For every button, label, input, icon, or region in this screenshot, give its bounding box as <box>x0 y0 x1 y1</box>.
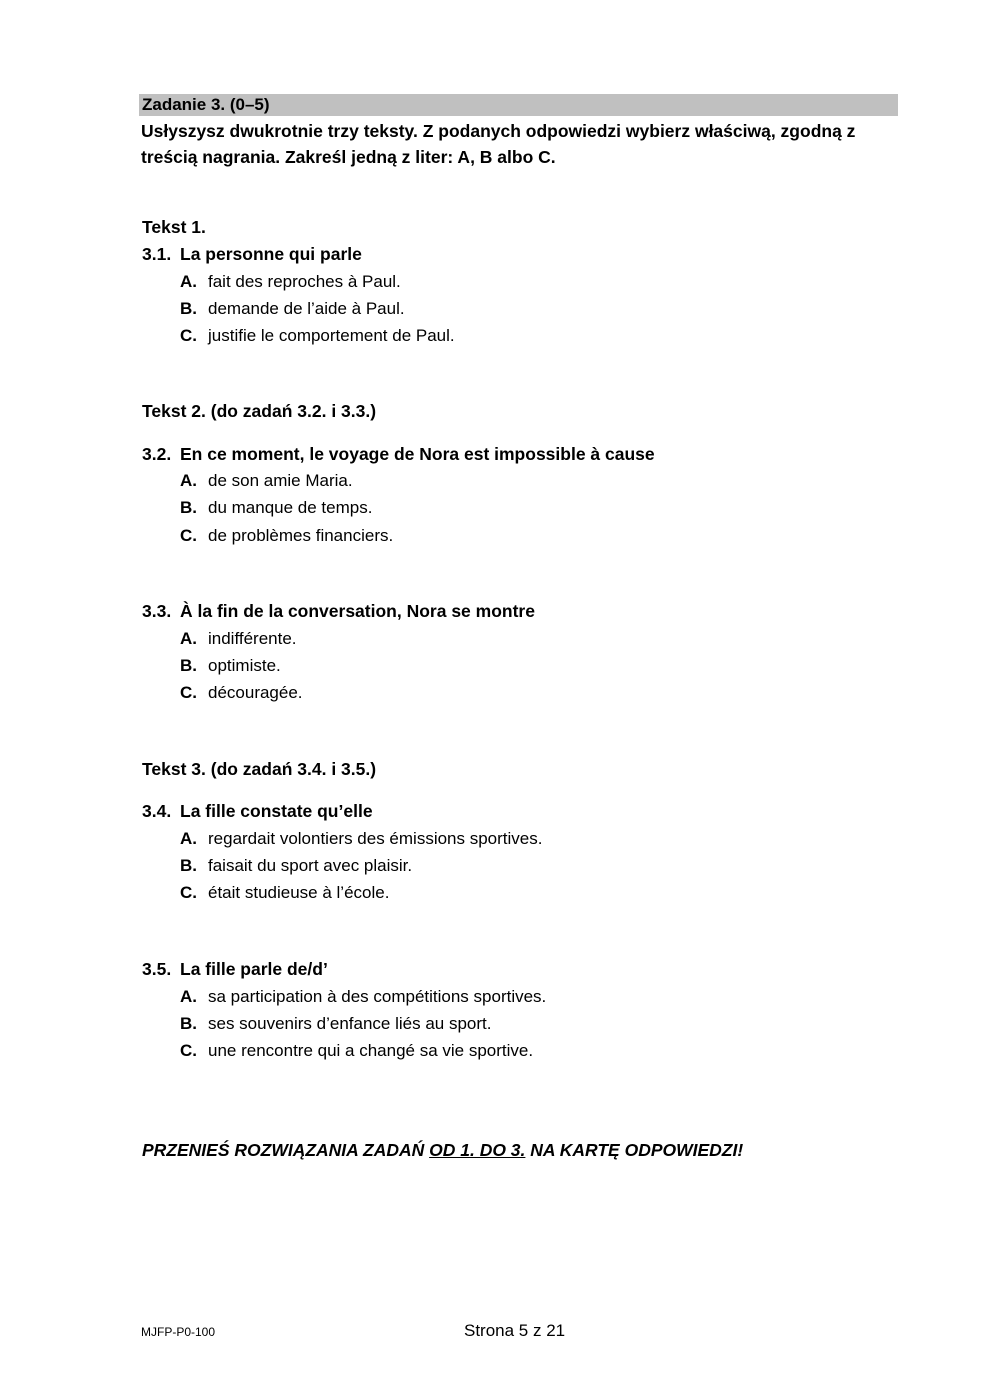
option-3-2-b[interactable] <box>180 497 372 519</box>
option-3-3-a[interactable] <box>180 628 297 650</box>
option-3-1-b[interactable] <box>180 298 405 320</box>
option-letter: B. <box>180 1014 197 1033</box>
section-heading-text-3: Tekst 3. (do zadań 3.4. i 3.5.) <box>142 759 377 779</box>
question-3-3 <box>142 600 535 622</box>
option-3-5-a[interactable] <box>180 986 546 1008</box>
option-text: sa participation à des compétitions sportives. <box>208 987 547 1006</box>
option-letter: A. <box>180 272 197 291</box>
option-letter: B. <box>180 656 197 675</box>
option-letter: C. <box>180 526 197 545</box>
exam-code: MJFP-P0-100 <box>141 1325 216 1339</box>
option-text: justifie le comportement de Paul. <box>208 326 455 345</box>
option-text: fait des reproches à Paul. <box>208 272 401 291</box>
transfer-answers-notice <box>142 1139 743 1161</box>
task-title: Zadanie 3. (0–5) <box>139 94 898 116</box>
section-heading-text-2: Tekst 2. (do zadań 3.2. i 3.3.) <box>142 401 377 421</box>
option-text: une rencontre qui a changé sa vie sportive. <box>208 1041 534 1060</box>
option-3-3-c[interactable] <box>180 682 303 704</box>
option-3-4-a[interactable] <box>180 828 542 850</box>
question-number: 3.1. <box>142 244 172 264</box>
option-letter: B. <box>180 498 197 517</box>
option-3-1-c[interactable] <box>180 325 455 347</box>
option-text: faisait du sport avec plaisir. <box>208 856 413 875</box>
question-text: La fille constate qu’elle <box>180 801 373 821</box>
question-3-1 <box>142 243 362 265</box>
option-3-2-a[interactable] <box>180 470 353 492</box>
question-number: 3.5. <box>142 959 172 979</box>
question-text: À la fin de la conversation, Nora se montre <box>180 601 535 621</box>
option-letter: C. <box>180 683 197 702</box>
option-text: demande de l’aide à Paul. <box>208 299 405 318</box>
notice-text-after: NA KARTĘ ODPOWIEDZI! <box>525 1140 744 1160</box>
option-text: indifférente. <box>208 629 297 648</box>
option-text: de problèmes financiers. <box>208 526 394 545</box>
option-letter: C. <box>180 326 197 345</box>
option-text: ses souvenirs d’enfance liés au sport. <box>208 1014 492 1033</box>
question-number: 3.4. <box>142 801 172 821</box>
option-letter: B. <box>180 299 197 318</box>
page-number: Strona 5 z 21 <box>464 1321 566 1340</box>
option-3-2-c[interactable] <box>180 525 393 547</box>
option-letter: A. <box>180 829 197 848</box>
option-3-4-b[interactable] <box>180 855 412 877</box>
option-3-1-a[interactable] <box>180 271 401 293</box>
option-3-5-c[interactable] <box>180 1040 533 1062</box>
option-letter: A. <box>180 987 197 1006</box>
option-3-3-b[interactable] <box>180 655 281 677</box>
notice-text-underlined: OD 1. DO 3. <box>429 1140 526 1160</box>
question-3-5 <box>142 958 328 980</box>
option-text: du manque de temps. <box>208 498 373 517</box>
section-heading-text-1: Tekst 1. <box>142 217 206 237</box>
question-text: La fille parle de/d’ <box>180 959 328 979</box>
option-letter: C. <box>180 1041 197 1060</box>
notice-text-before: PRZENIEŚ ROZWIĄZANIA ZADAŃ <box>142 1140 430 1160</box>
question-3-2 <box>142 443 655 465</box>
option-text: regardait volontiers des émissions sportives. <box>208 829 543 848</box>
option-3-5-b[interactable] <box>180 1013 492 1035</box>
option-text: optimiste. <box>208 656 281 675</box>
option-letter: C. <box>180 883 197 902</box>
option-letter: B. <box>180 856 197 875</box>
question-text: La personne qui parle <box>180 244 362 264</box>
option-text: était studieuse à l’école. <box>208 883 390 902</box>
task-instruction: Usłyszysz dwukrotnie trzy teksty. Z podanych odpowiedzi wybierz właściwą, zgodną z treścią nagrania. Zakreśl jedną z liter: A, B albo C. <box>141 121 856 167</box>
option-text: de son amie Maria. <box>208 471 353 490</box>
option-3-4-c[interactable] <box>180 882 389 904</box>
option-letter: A. <box>180 471 197 490</box>
question-3-4 <box>142 800 373 822</box>
question-number: 3.2. <box>142 444 172 464</box>
question-text: En ce moment, le voyage de Nora est impossible à cause <box>180 444 655 464</box>
option-letter: A. <box>180 629 197 648</box>
option-text: découragée. <box>208 683 303 702</box>
question-number: 3.3. <box>142 601 172 621</box>
